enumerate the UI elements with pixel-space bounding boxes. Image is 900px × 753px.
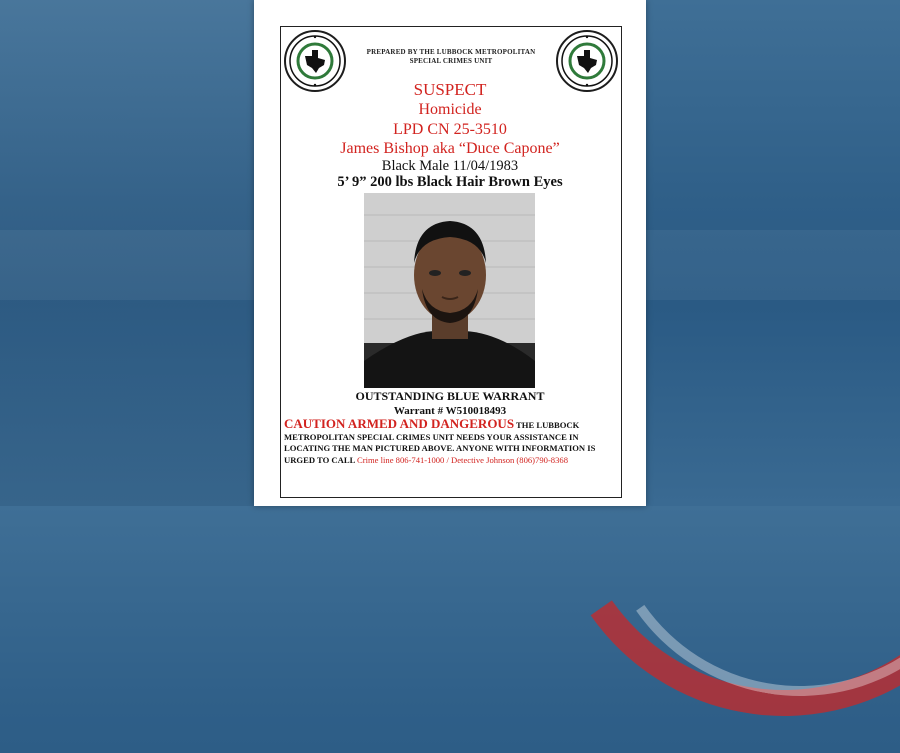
mugshot-image (364, 193, 535, 388)
appeal-text: THE LUBBOCK METROPOLITAN SPECIAL CRIMES UNIT NEEDS YOUR ASSISTANCE IN LOCATING THE MAN PICTURED ABOVE. ANYONE WITH INFORMATION IS URGED TO CALL (284, 420, 596, 465)
suspect-mugshot (364, 193, 535, 388)
appeal-paragraph (284, 418, 620, 466)
crime-type: Homicide (418, 101, 482, 118)
suspect-description: 5’ 9” 200 lbs Black Hair Brown Eyes (337, 174, 563, 190)
warrant-status: OUTSTANDING BLUE WARRANT (355, 389, 545, 403)
warrant-number: Warrant # W510018493 (393, 405, 507, 417)
prepared-by-text: PREPARED BY THE LUBBOCK METROPOLITAN SPECIAL CRIMES UNIT (366, 48, 536, 65)
suspect-race-sex-dob: Black Male 11/04/1983 (381, 158, 519, 174)
suspect-name: James Bishop aka “Duce Capone” (340, 140, 560, 157)
case-number: LPD CN 25-3510 (393, 121, 507, 138)
wanted-poster (254, 0, 646, 506)
caution-text: CAUTION ARMED AND DANGEROUS (284, 416, 515, 431)
poster-title: SUSPECT (413, 80, 487, 99)
contact-info: Crime line 806-741-1000 / Detective Johnson (806)790-8368 (357, 454, 568, 465)
